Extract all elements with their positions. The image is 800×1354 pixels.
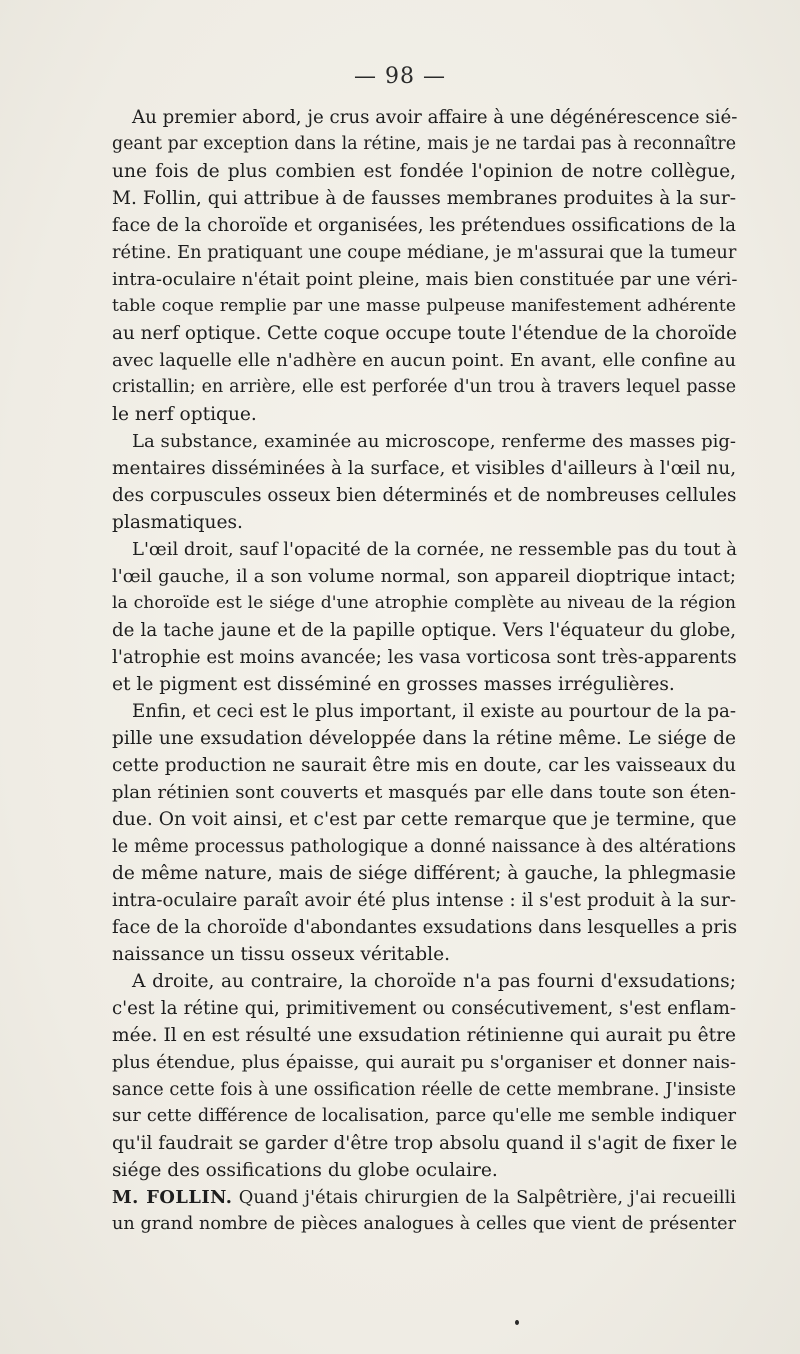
speaker-line bbox=[112, 1184, 736, 1211]
text-line: face de la choroïde et organisées, les prétendues ossifications de la bbox=[112, 215, 736, 236]
text-line: geant par exception dans la rétine, mais je ne tardai pas à reconnaître bbox=[112, 134, 736, 154]
text-line: Au premier abord, je crus avoir affaire à une dégénérescence sié- bbox=[132, 107, 738, 128]
text-line: table coque remplie par une masse pulpeuse manifestement adhérente bbox=[112, 296, 736, 316]
text-line: la choroïde est le siége d'une atrophie complète au niveau de la région bbox=[112, 593, 736, 613]
text-line: de la tache jaune et de la papille optique. Vers l'équateur du globe, bbox=[112, 620, 736, 641]
text-line: pille une exsudation développée dans la rétine même. Le siége de bbox=[112, 728, 736, 749]
text-line: le même processus pathologique a donné naissance à des altérations bbox=[112, 836, 736, 857]
text-line: mentaires disséminées à la surface, et visibles d'ailleurs à l'œil nu, bbox=[112, 458, 737, 479]
text-line: de même nature, mais de siége différent; à gauche, la phlegmasie bbox=[112, 863, 736, 884]
text-line: le nerf optique. bbox=[112, 404, 257, 425]
text-line: cette production ne saurait être mis en doute, car les vaisseaux du bbox=[112, 755, 736, 776]
page-body bbox=[112, 104, 736, 1238]
text-line: rétine. En pratiquant une coupe médiane, je m'assurai que la tumeur bbox=[112, 242, 737, 263]
text-line: c'est la rétine qui, primitivement ou consécutivement, s'est enflam- bbox=[112, 998, 736, 1019]
text-line: et le pigment est disséminé en grosses masses irrégulières. bbox=[112, 674, 675, 695]
text-line: Enfin, et ceci est le plus important, il existe au pourtour de la pa- bbox=[132, 701, 736, 722]
text-line: cristallin; en arrière, elle est perforée d'un trou à travers lequel passe bbox=[112, 377, 736, 397]
text-line: l'œil gauche, il a son volume normal, son appareil dioptrique intact; bbox=[112, 566, 736, 587]
text-line: intra-oculaire paraît avoir été plus intense : il s'est produit à la sur- bbox=[112, 890, 736, 911]
text-line: M. Follin, qui attribue à de fausses membranes produites à la sur- bbox=[112, 188, 736, 209]
speaker-line-text: Quand j'étais chirurgien de la Salpêtrière, j'ai recueilli bbox=[232, 1187, 736, 1208]
text-line: naissance un tissu osseux véritable. bbox=[112, 944, 451, 965]
text-line: intra-oculaire n'était point pleine, mais bien constituée par une véri- bbox=[112, 269, 738, 290]
text-line: due. On voit ainsi, et c'est par cette remarque que je termine, que bbox=[112, 809, 737, 830]
text-line: plus étendue, plus épaisse, qui aurait pu s'organiser et donner nais- bbox=[112, 1052, 736, 1073]
text-line: une fois de plus combien est fondée l'opinion de notre collègue, bbox=[112, 161, 736, 182]
text-line: au nerf optique. Cette coque occupe toute l'étendue de la choroïde bbox=[112, 323, 737, 344]
text-line: un grand nombre de pièces analogues à celles que vient de présenter bbox=[112, 1214, 736, 1234]
text-line: L'œil droit, sauf l'opacité de la cornée, ne ressemble pas du tout à bbox=[132, 539, 737, 560]
text-line: l'atrophie est moins avancée; les vasa vorticosa sont très-apparents bbox=[112, 647, 737, 668]
text-line: plasmatiques. bbox=[112, 512, 243, 533]
speaker-name: M. FOLLIN. bbox=[112, 1187, 233, 1208]
text-line: A droite, au contraire, la choroïde n'a pas fourni d'exsudations; bbox=[132, 971, 736, 992]
text-line: mée. Il en est résulté une exsudation rétinienne qui aurait pu être bbox=[112, 1025, 736, 1046]
text-line: sance cette fois à une ossification réelle de cette membrane. J'insiste bbox=[112, 1079, 736, 1100]
text-line: face de la choroïde d'abondantes exsudations dans lesquelles a pris bbox=[112, 917, 738, 938]
text-line: plan rétinien sont couverts et masqués par elle dans toute son éten- bbox=[112, 782, 736, 803]
text-line: La substance, examinée au microscope, renferme des masses pig- bbox=[132, 431, 736, 452]
page-number: — 98 — bbox=[354, 64, 446, 89]
text-line: qu'il faudrait se garder d'être trop absolu quand il s'agit de fixer le bbox=[112, 1133, 738, 1154]
text-line: sur cette différence de localisation, parce qu'elle me semble indiquer bbox=[112, 1106, 736, 1126]
text-line: siége des ossifications du globe oculaire. bbox=[112, 1160, 498, 1181]
text-line: des corpuscules osseux bien déterminés et de nombreuses cellules bbox=[112, 485, 737, 506]
text-line: avec laquelle elle n'adhère en aucun point. En avant, elle confine au bbox=[112, 350, 736, 371]
ink-speck bbox=[515, 1320, 519, 1325]
